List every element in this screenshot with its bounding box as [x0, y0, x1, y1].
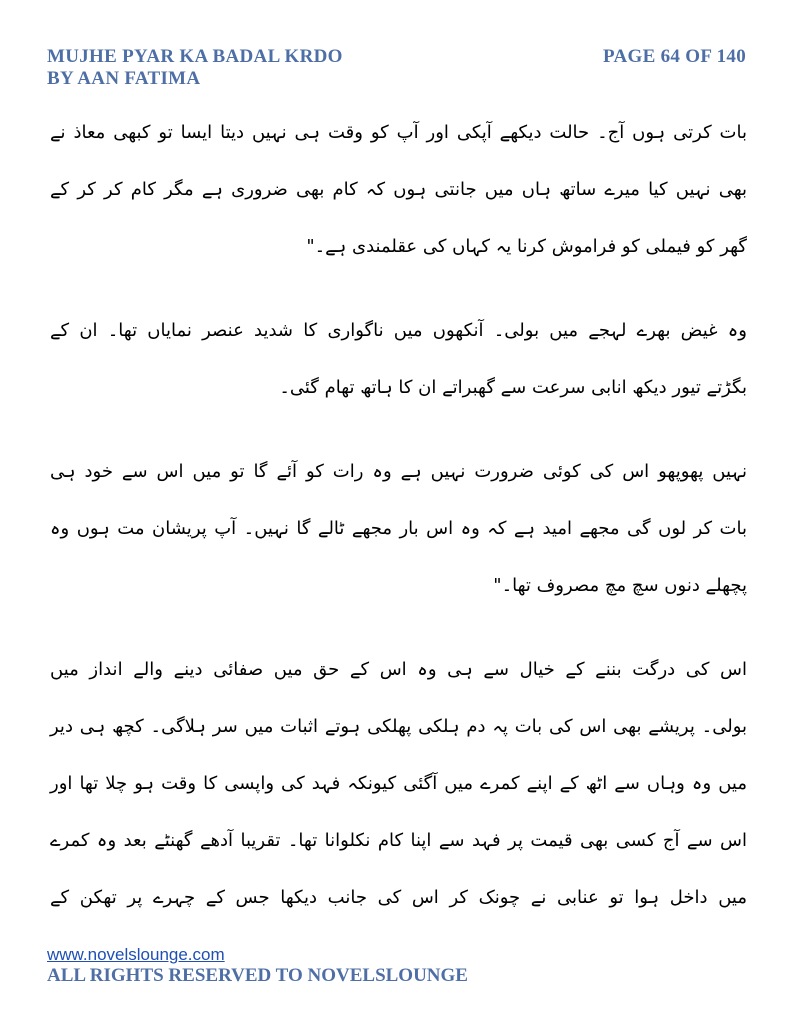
- text-line: اس سے آج کسی بھی قیمت پر فہد سے اپنا کام نکلوانا تھا۔ تقریبا آدھے گھنٹے بعد وہ کمرے: [50, 830, 747, 851]
- text-line: پچھلے دنوں سچ مچ مصروف تھا۔": [493, 575, 747, 596]
- page-footer: [47, 945, 747, 1027]
- paragraph-1: [50, 104, 747, 275]
- text-line: بات کر لوں گی مجھے امید ہے کہ وہ اس بار مجھے ٹالے گا نہیں۔ آپ پریشان مت ہوں وہ: [50, 518, 747, 539]
- paragraph-3: [50, 443, 747, 614]
- text-line: میں داخل ہوا تو عنابی نے چونک کر اس کی جانب دیکھا جس کے چہرے پر تھکن کے: [50, 887, 747, 908]
- author-name: BY AAN FATIMA: [47, 68, 201, 89]
- text-line: نہیں پھوپھو اس کی کوئی ضرورت نہیں ہے وہ رات کو آئے گا تو میں اس سے خود ہی: [50, 461, 747, 482]
- copyright-notice: ALL RIGHTS RESERVED TO NOVELSLOUNGE: [47, 965, 468, 986]
- paragraph-4: [50, 641, 747, 926]
- text-line: بات کرتی ہوں آج۔ حالت دیکھے آپکی اور آپ کو وقت ہی نہیں دیتا ایسا تو کبھی معاذ نے: [50, 122, 747, 143]
- text-line: وہ غیض بھرے لہجے میں بولی۔ آنکھوں میں ناگواری کا شدید عنصر نمایاں تھا۔ ان کے: [50, 320, 747, 341]
- page-number: PAGE 64 OF 140: [603, 46, 746, 67]
- text-line: گھر کو فیملی کو فراموش کرنا یہ کہاں کی عقلمندی ہے۔": [306, 236, 747, 257]
- paragraph-2: [50, 302, 747, 416]
- website-link[interactable]: www.novelslounge.com: [47, 945, 225, 964]
- text-line: میں وہ وہاں سے اٹھ کے اپنے کمرے میں آگئی کیونکہ فہد کی واپسی کا وقت ہو چلا تھا اور: [50, 773, 747, 794]
- text-line: اس کی درگت بننے کے خیال سے ہی وہ اس کے حق میں صفائی دینے والے انداز میں: [50, 659, 747, 680]
- book-title: MUJHE PYAR KA BADAL KRDO: [47, 46, 343, 67]
- text-line: بگڑتے تیور دیکھ انابی سرعت سے گھبراتے ان کا ہاتھ تھام گئی۔: [279, 377, 747, 398]
- text-line: بھی نہیں کیا میرے ساتھ ہاں میں جانتی ہوں کہ کام بھی ضروری ہے مگر کام کر کر کے: [50, 179, 748, 200]
- text-line: بولی۔ پریشے بھی اس کی بات پہ دم ہلکی پھلکی ہوتے اثبات میں سر ہلاگی۔ کچھ ہی دیر: [50, 716, 747, 737]
